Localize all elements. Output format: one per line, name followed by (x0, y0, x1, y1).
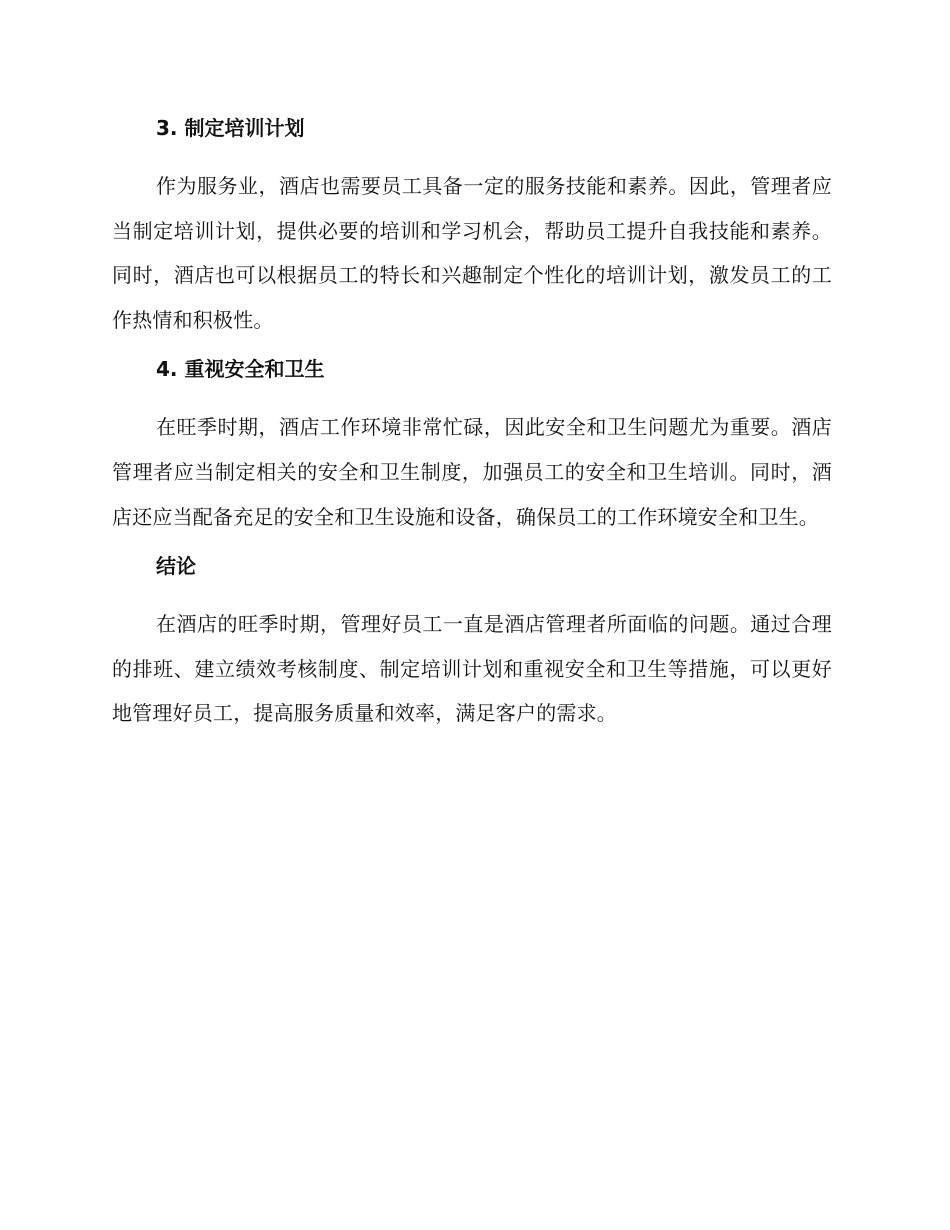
section-paragraph-safety-hygiene: 在旺季时期，酒店工作环境非常忙碌，因此安全和卫生问题尤为重要。酒店管理者应当制定相关的安全和卫生制度，加强员工的安全和卫生培训。同时，酒店还应当配备充足的安全和卫生设施和设备，确保员工的工作环境安全和卫生。 (112, 415, 832, 529)
section-paragraph-conclusion: 在酒店的旺季时期，管理好员工一直是酒店管理者所面临的问题。通过合理的排班、建立绩效考核制度、制定培训计划和重视安全和卫生等措施，可以更好地管理好员工，提高服务质量和效率，满足客户的需求。 (112, 612, 832, 726)
section-paragraph-training-plan: 作为服务业，酒店也需要员工具备一定的服务技能和素养。因此，管理者应当制定培训计划，提供必要的培训和学习机会，帮助员工提升自我技能和素养。同时，酒店也可以根据员工的特长和兴趣制定个性化的培训计划，激发员工的工作热情和积极性。 (112, 174, 832, 332)
section-heading-safety-hygiene: 4. 重视安全和卫生 (156, 357, 325, 382)
document-body (112, 112, 832, 736)
section-heading-training-plan: 3. 制定培训计划 (156, 116, 305, 140)
section-heading-conclusion: 结论 (156, 554, 196, 579)
